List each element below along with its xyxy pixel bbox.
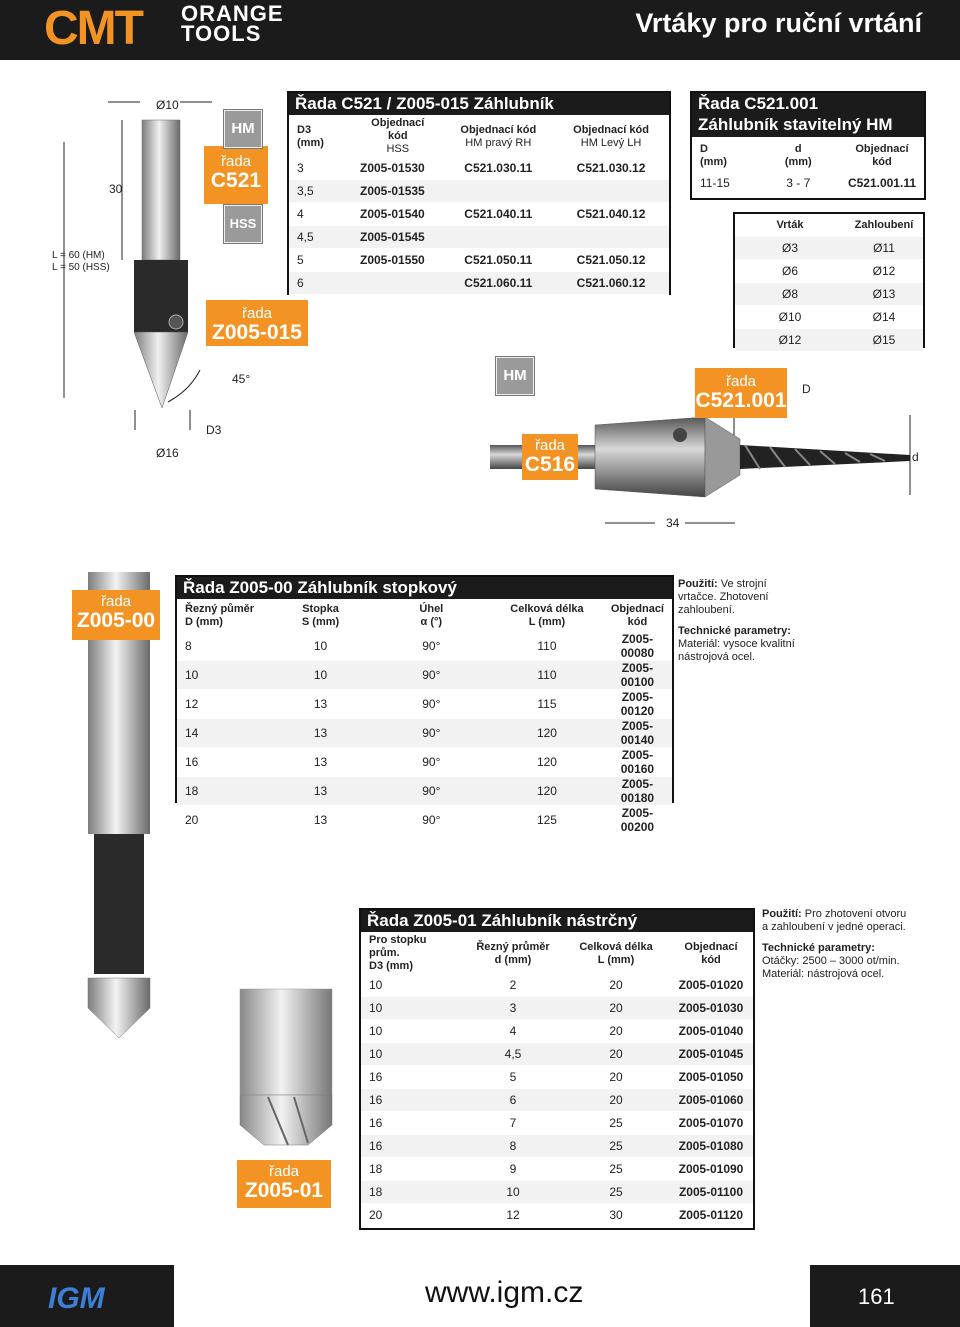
table-cell: Z005-01100 [669,1181,753,1204]
table-cell: 10 [463,1181,563,1204]
table-cell: Z005-01040 [669,1020,753,1043]
table-drill-countersink-grid [735,214,923,352]
tech-label: Technické parametry: [678,625,791,637]
table-cell: Z005-00120 [603,690,672,719]
table-cell: 6 [463,1089,563,1112]
table-cell: 90° [372,690,492,719]
table-cell: 90° [372,719,492,748]
table-cell: Ø15 [845,329,923,352]
table-cell: 13 [270,748,372,777]
dim-angle: 45° [232,372,251,386]
table-cell: 10 [361,974,463,997]
table-cell: 120 [491,777,603,806]
table-cell: 20 [563,974,669,997]
table-cell: 90° [372,748,492,777]
col-header-code: Objednací kód [840,141,924,172]
table-cell: 16 [361,1112,463,1135]
table-cell: 3,5 [289,180,352,203]
table-cell: 13 [270,806,372,835]
table-row [361,1204,753,1227]
table-z005-00-grid [177,601,672,835]
table-cell: 90° [372,806,492,835]
table-cell: Z005-01020 [669,974,753,997]
table-cell: 25 [563,1112,669,1135]
table-cell: 20 [177,806,270,835]
table-header-row [361,934,753,974]
cmt-logo [44,4,174,48]
table-cell: C521.040.12 [553,203,669,226]
table-cell: 25 [563,1181,669,1204]
col-header-code: Objednací kód [669,934,753,974]
table-cell: 10 [270,661,372,690]
table-header-row [692,141,924,172]
material-hm-icon: HM [496,357,534,395]
table-row [361,1158,753,1181]
col-header-angle: Úhel α (°) [372,601,492,632]
info-z005-01 [762,908,912,981]
series-badge-z005-01 [237,1160,331,1208]
table-cell: 10 [361,1043,463,1066]
table-cell: 90° [372,661,492,690]
page-title: Vrtáky pro ruční vrtání [635,8,922,38]
table5-body [361,974,753,1227]
table-cell: 3 [289,157,352,180]
dim-34: 34 [666,516,680,530]
table-row [177,806,672,835]
table-title: Řada C521 / Z005-015 Záhlubník [289,93,669,115]
table-cell: Z005-01080 [669,1135,753,1158]
table-cell: 5 [463,1066,563,1089]
table-cell: 120 [491,748,603,777]
table-row [361,1089,753,1112]
table-cell: 4,5 [463,1043,563,1066]
table-cell: 6 [289,272,352,295]
badge-label: řada [100,593,132,610]
col-header-hss: Objednací kód HSS [352,117,444,157]
table-cell: 12 [177,690,270,719]
table-row [735,237,923,260]
dim-D: D [802,382,811,396]
table-cell: C521.060.11 [444,272,554,295]
table-row [289,249,669,272]
badge-series: C516 [524,453,576,476]
table-cell: 4,5 [289,226,352,249]
table-cell: 20 [563,1066,669,1089]
table-cell: 25 [563,1158,669,1181]
logo-line-2: TOOLS [181,21,262,46]
badge-series: C521 [210,169,262,192]
badge-series: Z005-01 [244,1179,324,1202]
table-cell: 18 [361,1158,463,1181]
table-cell: 3 [463,997,563,1020]
table-z005-00 [175,575,674,834]
table-cell: 30 [563,1204,669,1227]
table-cell: Ø3 [735,237,845,260]
table-row [692,172,924,195]
table-cell: Z005-01070 [669,1112,753,1135]
badge-label: řada [534,437,566,454]
table-cell: Ø11 [845,237,923,260]
table-drill-countersink [733,212,925,348]
table-row [735,329,923,352]
table-row [361,1181,753,1204]
table-row [361,1112,753,1135]
table-cell: 13 [270,719,372,748]
badge-label: řada [241,305,273,322]
table-row [361,1043,753,1066]
table-c521-001 [690,91,926,200]
table-cell: 110 [491,661,603,690]
table-cell [444,180,554,203]
table-header-row [177,601,672,632]
dim-length-hm: L = 60 (HM) [52,250,105,261]
table-row [361,1020,753,1043]
table-cell: 12 [463,1204,563,1227]
use-text: Pro zhotovení otvoru a zahloubení v jedné operaci. [762,908,907,933]
table-cell: Ø10 [735,306,845,329]
series-badge-c516 [522,434,578,480]
table-cell: 90° [372,632,492,661]
table-c521-001-grid [692,141,924,195]
table-row [289,226,669,249]
dim-d: d [912,450,919,464]
col-header-length: Celková délka L (mm) [491,601,603,632]
table3-body [735,237,923,352]
table-cell: 18 [177,777,270,806]
logo-line-1: ORANGE [181,1,284,26]
table-row [361,997,753,1020]
table-row [177,719,672,748]
table-cell: Z005-00200 [603,806,672,835]
table-cell: 125 [491,806,603,835]
series-badge-c521-001 [695,368,787,418]
table1-body [289,157,669,295]
use-label: Použití: [678,578,718,590]
badge-label: řada [220,153,252,170]
table-cell: 5 [289,249,352,272]
table-row [289,272,669,295]
badge-label: řada [725,373,757,390]
badge-label: řada [268,1163,300,1180]
table-row [177,632,672,661]
table-row [361,974,753,997]
col-header-d3: D3 (mm) [289,117,352,157]
table-cell: Z005-01545 [352,226,444,249]
table-cell: Z005-01540 [352,203,444,226]
table-cell: Z005-01060 [669,1089,753,1112]
table-cell: 20 [563,997,669,1020]
table-cell: Ø12 [845,260,923,283]
info-z005-00 [678,578,808,664]
col-header-code: Objednací kód [603,601,672,632]
table-cell: 10 [177,661,270,690]
table-cell: 4 [463,1020,563,1043]
table-row [361,1066,753,1089]
table-cell: Z005-00180 [603,777,672,806]
footer-url-link[interactable]: www.igm.cz [425,1276,584,1309]
series-badge-z005-015 [206,300,308,346]
col-header-d: d (mm) [757,141,840,172]
table-z005-01-grid [361,934,753,1227]
table-cell: 20 [361,1204,463,1227]
table-cell: Ø12 [735,329,845,352]
tech-text: Otáčky: 2500 – 3000 ot/min. Materiál: nástrojová ocel. [762,955,900,980]
table-cell [553,226,669,249]
table-cell: 20 [563,1043,669,1066]
page-number: 161 [858,1284,895,1309]
dim-shank-length: 30 [109,182,123,196]
table-title-line1: Řada C521.001 [698,94,819,113]
table-cell: C521.060.12 [553,272,669,295]
table-cell: C521.030.11 [444,157,554,180]
series-badge-c521 [204,146,268,204]
tech-label: Technické parametry: [762,942,875,954]
table-cell: 9 [463,1158,563,1181]
table-row [177,690,672,719]
table-title: Řada Z005-00 Záhlubník stopkový [177,577,672,599]
shank-countersink-drawing [84,568,164,1058]
table-cell: 4 [289,203,352,226]
table-row [177,777,672,806]
material-hss-icon: HSS [224,205,262,243]
table-row [289,203,669,226]
table-cell: 10 [270,632,372,661]
table-cell: 16 [361,1066,463,1089]
table-cell: Z005-00080 [603,632,672,661]
table-row [177,748,672,777]
table-cell: C521.050.12 [553,249,669,272]
table-cell: 8 [177,632,270,661]
table-cell: 10 [361,997,463,1020]
table-cell: 25 [563,1135,669,1158]
col-header-shank-diameter: Pro stopku prům. D3 (mm) [361,934,463,974]
table-cell: 2 [463,974,563,997]
table-cell: C521.001.11 [840,172,924,195]
table-cell: 16 [361,1135,463,1158]
col-header-countersink: Zahloubení [845,214,923,237]
table-cell: Ø6 [735,260,845,283]
use-label: Použití: [762,908,802,920]
table-row [735,260,923,283]
table-title: Řada Z005-01 Záhlubník nástrčný [361,910,753,932]
table-row [177,661,672,690]
table-cell [444,226,554,249]
table-c521-grid [289,117,669,295]
table-cell: Z005-00140 [603,719,672,748]
table-row [735,283,923,306]
table-cell: 90° [372,777,492,806]
table-z005-01 [359,908,755,1230]
table-cell: C521.040.11 [444,203,554,226]
table-cell: Z005-01050 [669,1066,753,1089]
table-cell: Ø13 [845,283,923,306]
dim-d3: D3 [206,423,222,437]
badge-series: Z005-015 [212,321,302,344]
table-cell: 18 [361,1181,463,1204]
table-row [289,180,669,203]
table-cell: Ø14 [845,306,923,329]
table2-body [692,172,924,195]
table-cell: Z005-01550 [352,249,444,272]
igm-logo-text: IGM [48,1282,105,1315]
table-cell: Z005-01090 [669,1158,753,1181]
table-title [692,93,924,137]
table-cell: Z005-01530 [352,157,444,180]
orange-tools-logo [181,1,284,46]
table-cell: Z005-01030 [669,997,753,1020]
table-row [361,1135,753,1158]
table-cell: 11-15 [692,172,757,195]
dim-shank-diameter: Ø10 [156,98,179,112]
table-cell: C521.050.11 [444,249,554,272]
badge-series: Z005-00 [76,609,156,632]
col-header-drill: Vrták [735,214,845,237]
table-cell: 20 [563,1089,669,1112]
table-cell: 115 [491,690,603,719]
table4-body [177,632,672,835]
table-header-row [735,214,923,237]
col-header-length: Celková délka L (mm) [563,934,669,974]
igm-logo [44,1276,130,1318]
table-cell: Ø8 [735,283,845,306]
table-cell: 13 [270,690,372,719]
col-header-hm-lh: Objednací kód HM Levý LH [553,117,669,157]
table-title-line2: Záhlubník stavitelný HM [698,115,893,134]
table-cell: 7 [463,1112,563,1135]
table-cell: Z005-00160 [603,748,672,777]
table-cell: 16 [177,748,270,777]
table-cell: 16 [361,1089,463,1112]
table-cell: 3 - 7 [757,172,840,195]
table-cell: 110 [491,632,603,661]
badge-series: C521.001 [695,389,787,412]
table-cell: 120 [491,719,603,748]
material-hm-icon: HM [224,110,262,148]
table-cell: Z005-01045 [669,1043,753,1066]
tech-text: Materiál: vysoce kvalitní nástrojová ocel. [678,638,795,663]
col-header-shank: Stopka S (mm) [270,601,372,632]
table-cell: 20 [563,1020,669,1043]
table-cell: 10 [361,1020,463,1043]
col-header-cut-diameter: Řezný půměr D (mm) [177,601,270,632]
col-header-hm-rh: Objednací kód HM pravý RH [444,117,554,157]
table-cell: Z005-01120 [669,1204,753,1227]
attachment-countersink-drawing [238,985,334,1160]
table-cell: Z005-00100 [603,661,672,690]
dim-length-hss: L = 50 (HSS) [52,262,110,273]
cmt-logo-text: CMT [44,4,142,48]
col-header-D: D (mm) [692,141,757,172]
dim-head-diameter: Ø16 [156,446,179,460]
table-cell [553,180,669,203]
table-cell: C521.030.12 [553,157,669,180]
series-badge-z005-00 [72,590,160,640]
table-c521-z005-015 [287,91,671,295]
table-cell [352,272,444,295]
table-row [289,157,669,180]
col-header-cut-diameter: Řezný průměr d (mm) [463,934,563,974]
table-header-row [289,117,669,157]
table-cell: 13 [270,777,372,806]
table-row [735,306,923,329]
use-text: Ve strojní vrtačce. Zhotovení zahloubení. [678,578,769,616]
table-cell: 8 [463,1135,563,1158]
table-cell: Z005-01535 [352,180,444,203]
table-cell: 14 [177,719,270,748]
